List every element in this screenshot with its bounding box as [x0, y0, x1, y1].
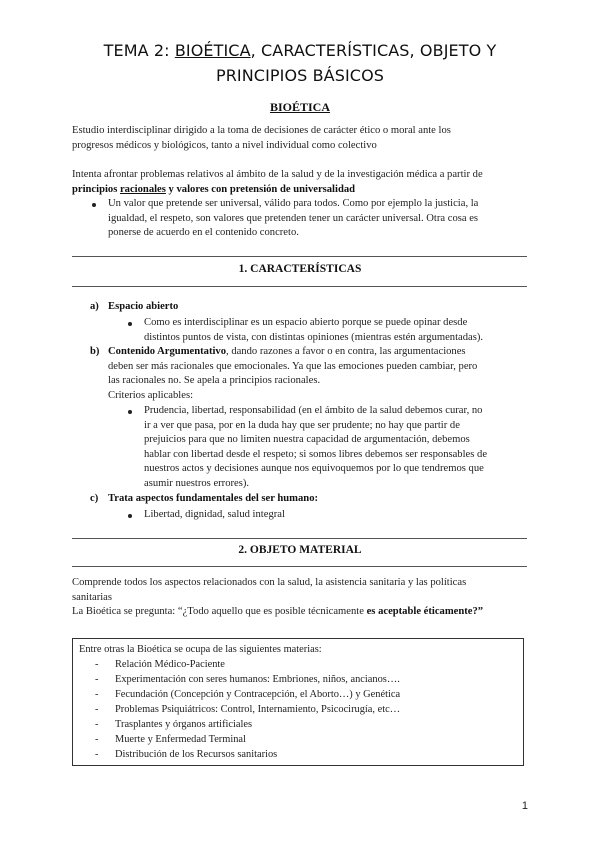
bullet-icon [128, 322, 132, 326]
text-line: nuestros actos y decisiones aunque nos equivoquemos por lo que tendremos que [144, 463, 484, 475]
bold-text: y valores con pretensión de universalidad [165, 183, 356, 195]
list-item: Fecundación (Concepción y Contracepción, el Aborto…) y Genética [115, 689, 401, 700]
section-divider [72, 538, 527, 539]
list-item: Trasplantes y órganos artificiales [115, 719, 253, 730]
dash-icon: - [95, 659, 99, 670]
materias-box [72, 638, 524, 766]
text-line: Estudio interdisciplinar dirigido a la toma de decisiones de carácter ético o moral ante los [72, 125, 451, 136]
title-line-1 [40, 38, 560, 63]
title-underlined: BIOÉTICA [174, 41, 251, 60]
item-a-bullet [144, 316, 534, 345]
text-line [72, 605, 532, 620]
page-title [40, 38, 560, 88]
text-line: progresos médicos y biológicos, tanto a nivel individual como colectivo [72, 139, 377, 151]
item-c-title: Trata aspectos fundamentales del ser humano: [108, 493, 319, 504]
bioetica-paragraph [72, 168, 532, 197]
text-line: Intenta afrontar problemas relativos al ámbito de la salud y de la investigación médica a partir de [72, 169, 483, 180]
section-divider [72, 256, 527, 257]
list-item: Problemas Psiquiátricos: Control, Internamiento, Psicocirugía, etc… [115, 704, 401, 715]
dash-icon: - [95, 734, 99, 745]
objeto-text [72, 576, 532, 620]
bullet-icon [128, 410, 132, 414]
item-a-label: a) [90, 301, 99, 312]
item-b-text [108, 345, 533, 403]
item-c-label: c) [90, 493, 99, 504]
text-line: Comprende todos los aspectos relacionados con la salud, la asistencia sanitaria y las políticas [72, 577, 467, 588]
bioetica-bullet [108, 197, 528, 241]
text-line [108, 345, 533, 360]
title-rest: , CARACTERÍSTICAS, OBJETO Y [250, 41, 497, 60]
text-line: asumir nuestros errores). [144, 477, 250, 489]
text-line: deben ser más racionales que emocionales. Ya que las emociones pueden cambiar, pero [108, 360, 478, 372]
text-span: La Bioética se pregunta: “¿Todo aquello que es posible técnicamente [72, 606, 367, 618]
text-line: distintos puntos de vista, con distintas opiniones (mientras estén argumentadas). [144, 331, 484, 343]
bold-underlined-text: racionales [119, 183, 166, 195]
item-a-title: Espacio abierto [108, 301, 179, 312]
dash-icon: - [95, 704, 99, 715]
objeto-heading: 2. OBJETO MATERIAL [238, 544, 362, 556]
text-line: ponerse de acuerdo en el contenido concreto. [108, 227, 299, 239]
caracteristicas-heading: 1. CARACTERÍSTICAS [238, 263, 362, 275]
bold-text: Contenido Argumentativo [108, 346, 227, 357]
item-b-label: b) [90, 346, 100, 357]
text-line: igualdad, el respeto, son valores que pretenden tener un carácter universal. Otra cosa es [108, 212, 479, 224]
dash-icon: - [95, 689, 99, 700]
section-divider [72, 286, 527, 287]
bioetica-heading: BIOÉTICA [269, 100, 331, 114]
text-line: Libertad, dignidad, salud integral [144, 509, 285, 520]
bold-text: es aceptable éticamente?” [366, 606, 484, 618]
bioetica-intro [72, 124, 532, 153]
text-line: Prudencia, libertad, responsabilidad (en el ámbito de la salud debemos curar, no [144, 405, 483, 416]
text-span: , dando razones a favor o en contra, las argumentaciones [226, 346, 466, 357]
item-c-bullet [144, 508, 534, 523]
text-line: Criterios aplicables: [108, 389, 194, 401]
list-item: Relación Médico-Paciente [115, 659, 225, 670]
box-intro: Entre otras la Bioética se ocupa de las siguientes materias: [79, 644, 322, 655]
bullet-icon [128, 514, 132, 518]
text-line: prejuicios para que no limiten nuestra capacidad de argumentación, debemos [144, 434, 470, 446]
page-number: 1 [521, 800, 528, 812]
item-b-bullet [144, 404, 534, 492]
list-item: Distribución de los Recursos sanitarios [115, 749, 278, 760]
text-line: ir a ver que pasa, por en la duda hay que ser prudente; no hay que partir de [144, 419, 460, 431]
title-line-2: PRINCIPIOS BÁSICOS [215, 66, 385, 85]
bullet-icon [92, 203, 96, 207]
bold-text: principios [72, 183, 120, 195]
text-line: Como es interdisciplinar es un espacio abierto porque se puede opinar desde [144, 317, 468, 328]
dash-icon: - [95, 719, 99, 730]
list-item: Experimentación con seres humanos: Embriones, niños, ancianos…. [115, 674, 400, 685]
text-line: las racionales no. Se apela a principios racionales. [108, 375, 321, 387]
text-line: sanitarias [72, 591, 113, 603]
text-line [72, 183, 532, 198]
section-divider [72, 566, 527, 567]
text-line: Un valor que pretende ser universal, válido para todos. Como por ejemplo la justicia, la [108, 198, 479, 209]
text-line: hablar con libertad desde el respeto; si somos libres debemos ser responsables de [144, 448, 488, 460]
title-prefix: TEMA 2: [103, 41, 175, 60]
dash-icon: - [95, 674, 99, 685]
list-item: Muerte y Enfermedad Terminal [115, 734, 246, 745]
dash-icon: - [95, 749, 99, 760]
